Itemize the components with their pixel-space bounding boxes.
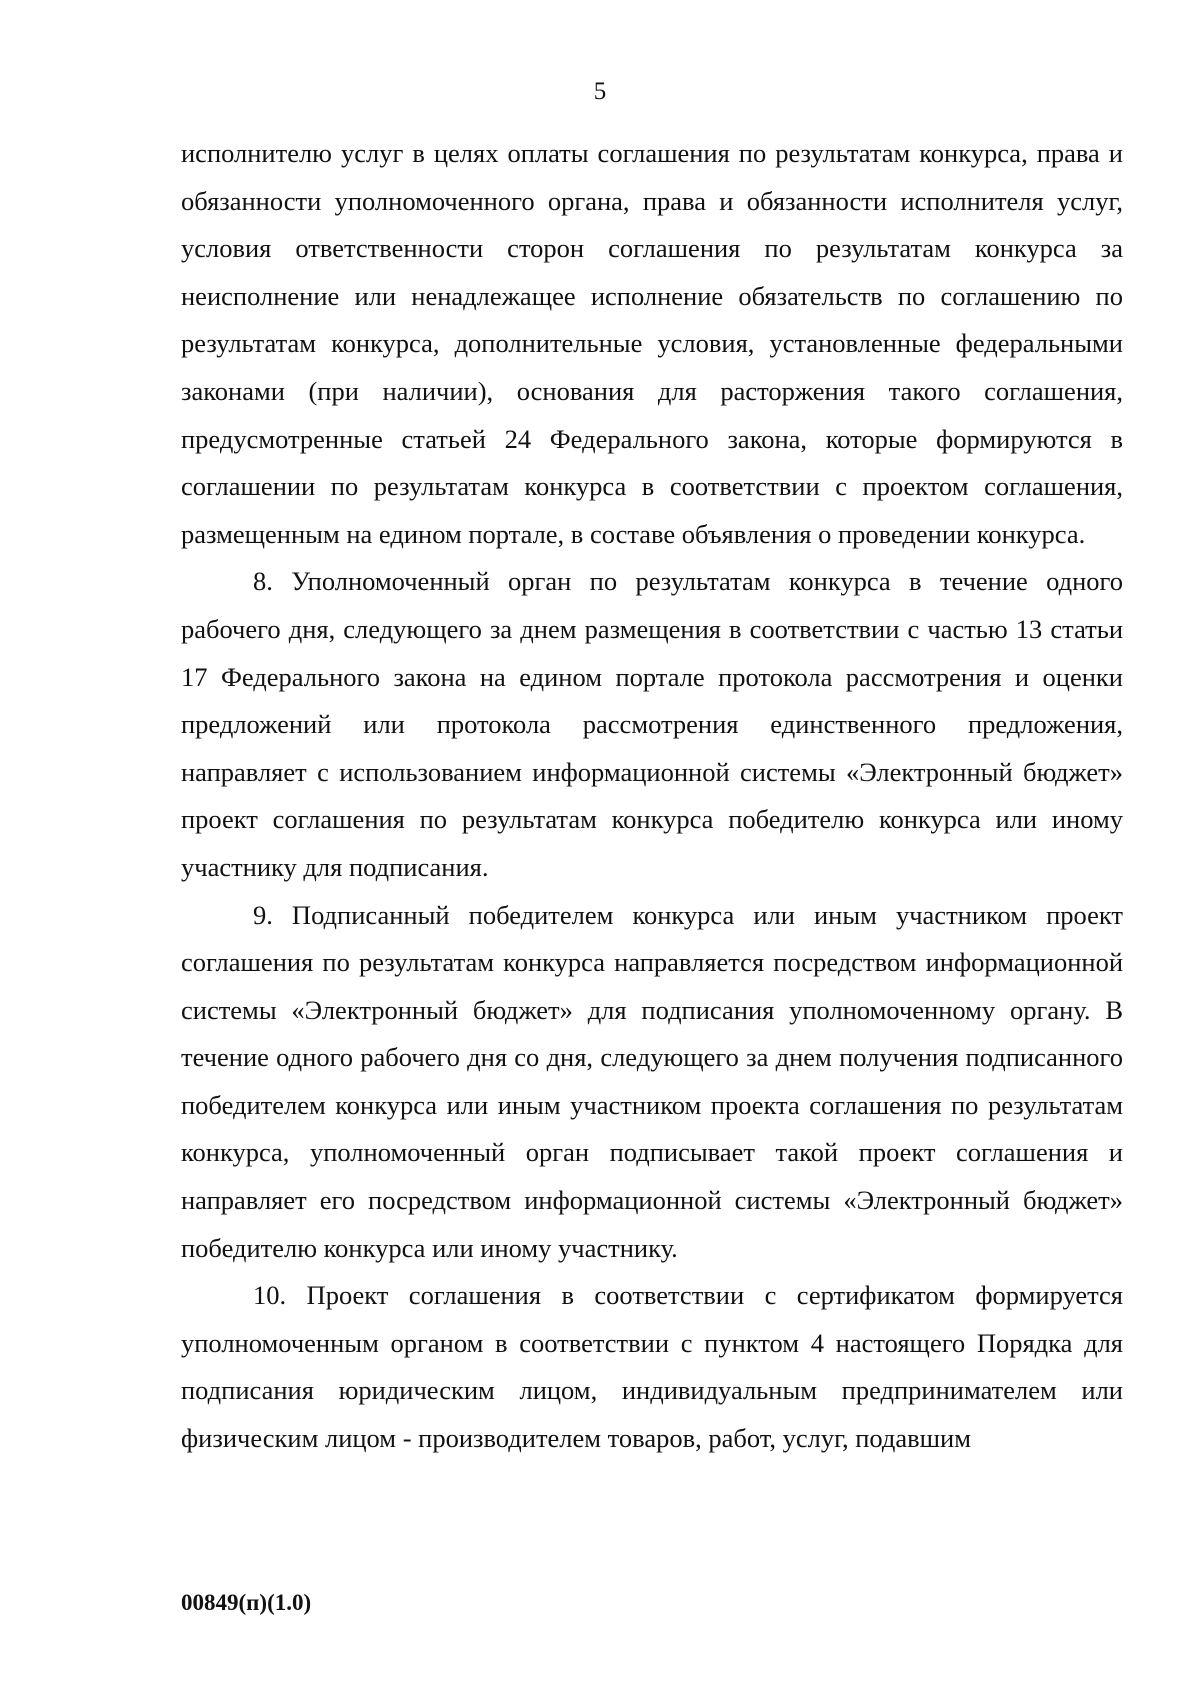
paragraph-item-8: 8. Уполномоченный орган по результатам конкурса в течение одного рабочего дня, следующего за днем размещения в соответствии с частью 13 статьи 17 Федерального закона на едином портале протокола рассмотрения и оценки предложений или протокола рассмотрения единственного предложения, направляет с использованием информационной системы «Электронный бюджет» проект соглашения по результатам конкурса победителю конкурса или иному участнику для подписания.	[181, 566, 1123, 882]
page-number: 5	[593, 78, 607, 105]
paragraph-item-10: 10. Проект соглашения в соответствии с сертификатом формируется уполномоченным органом в соответствии с пунктом 4 настоящего Порядка для подписания юридическим лицом, индивидуальным предпринимателем или физическим лицом - производителем товаров, работ, услуг, подавшим	[181, 1280, 1123, 1454]
document-code: 00849(п)(1.0)	[181, 1590, 312, 1615]
paragraph-item-9: 9. Подписанный победителем конкурса или иным участником проект соглашения по результатам конкурса направляется посредством информационной системы «Электронный бюджет» для подписания уполномоченному органу. В течение одного рабочего дня со дня, следующего за днем получения подписанного победителем конкурса или иным участником проекта соглашения по результатам конкурса, уполномоченный орган подписывает такой проект соглашения и направляет его посредством информационной системы «Электронный бюджет» победителю конкурса или иному участнику.	[181, 899, 1123, 1263]
paragraph-continuation: исполнителю услуг в целях оплаты соглашения по результатам конкурса, права и обязанности уполномоченного органа, права и обязанности исполнителя услуг, условия ответственности сторон соглашения по результатам конкурса за неисполнение или ненадлежащее исполнение обязательств по соглашению по результатам конкурса, дополнительные условия, установленные федеральными законами (при наличии), основания для расторжения такого соглашения, предусмотренные статьей 24 Федерального закона, которые формируются в соглашении по результатам конкурса в соответствии с проектом соглашения, размещенным на едином портале, в составе объявления о проведении конкурса.	[181, 138, 1123, 549]
document-body	[181, 130, 1123, 1463]
